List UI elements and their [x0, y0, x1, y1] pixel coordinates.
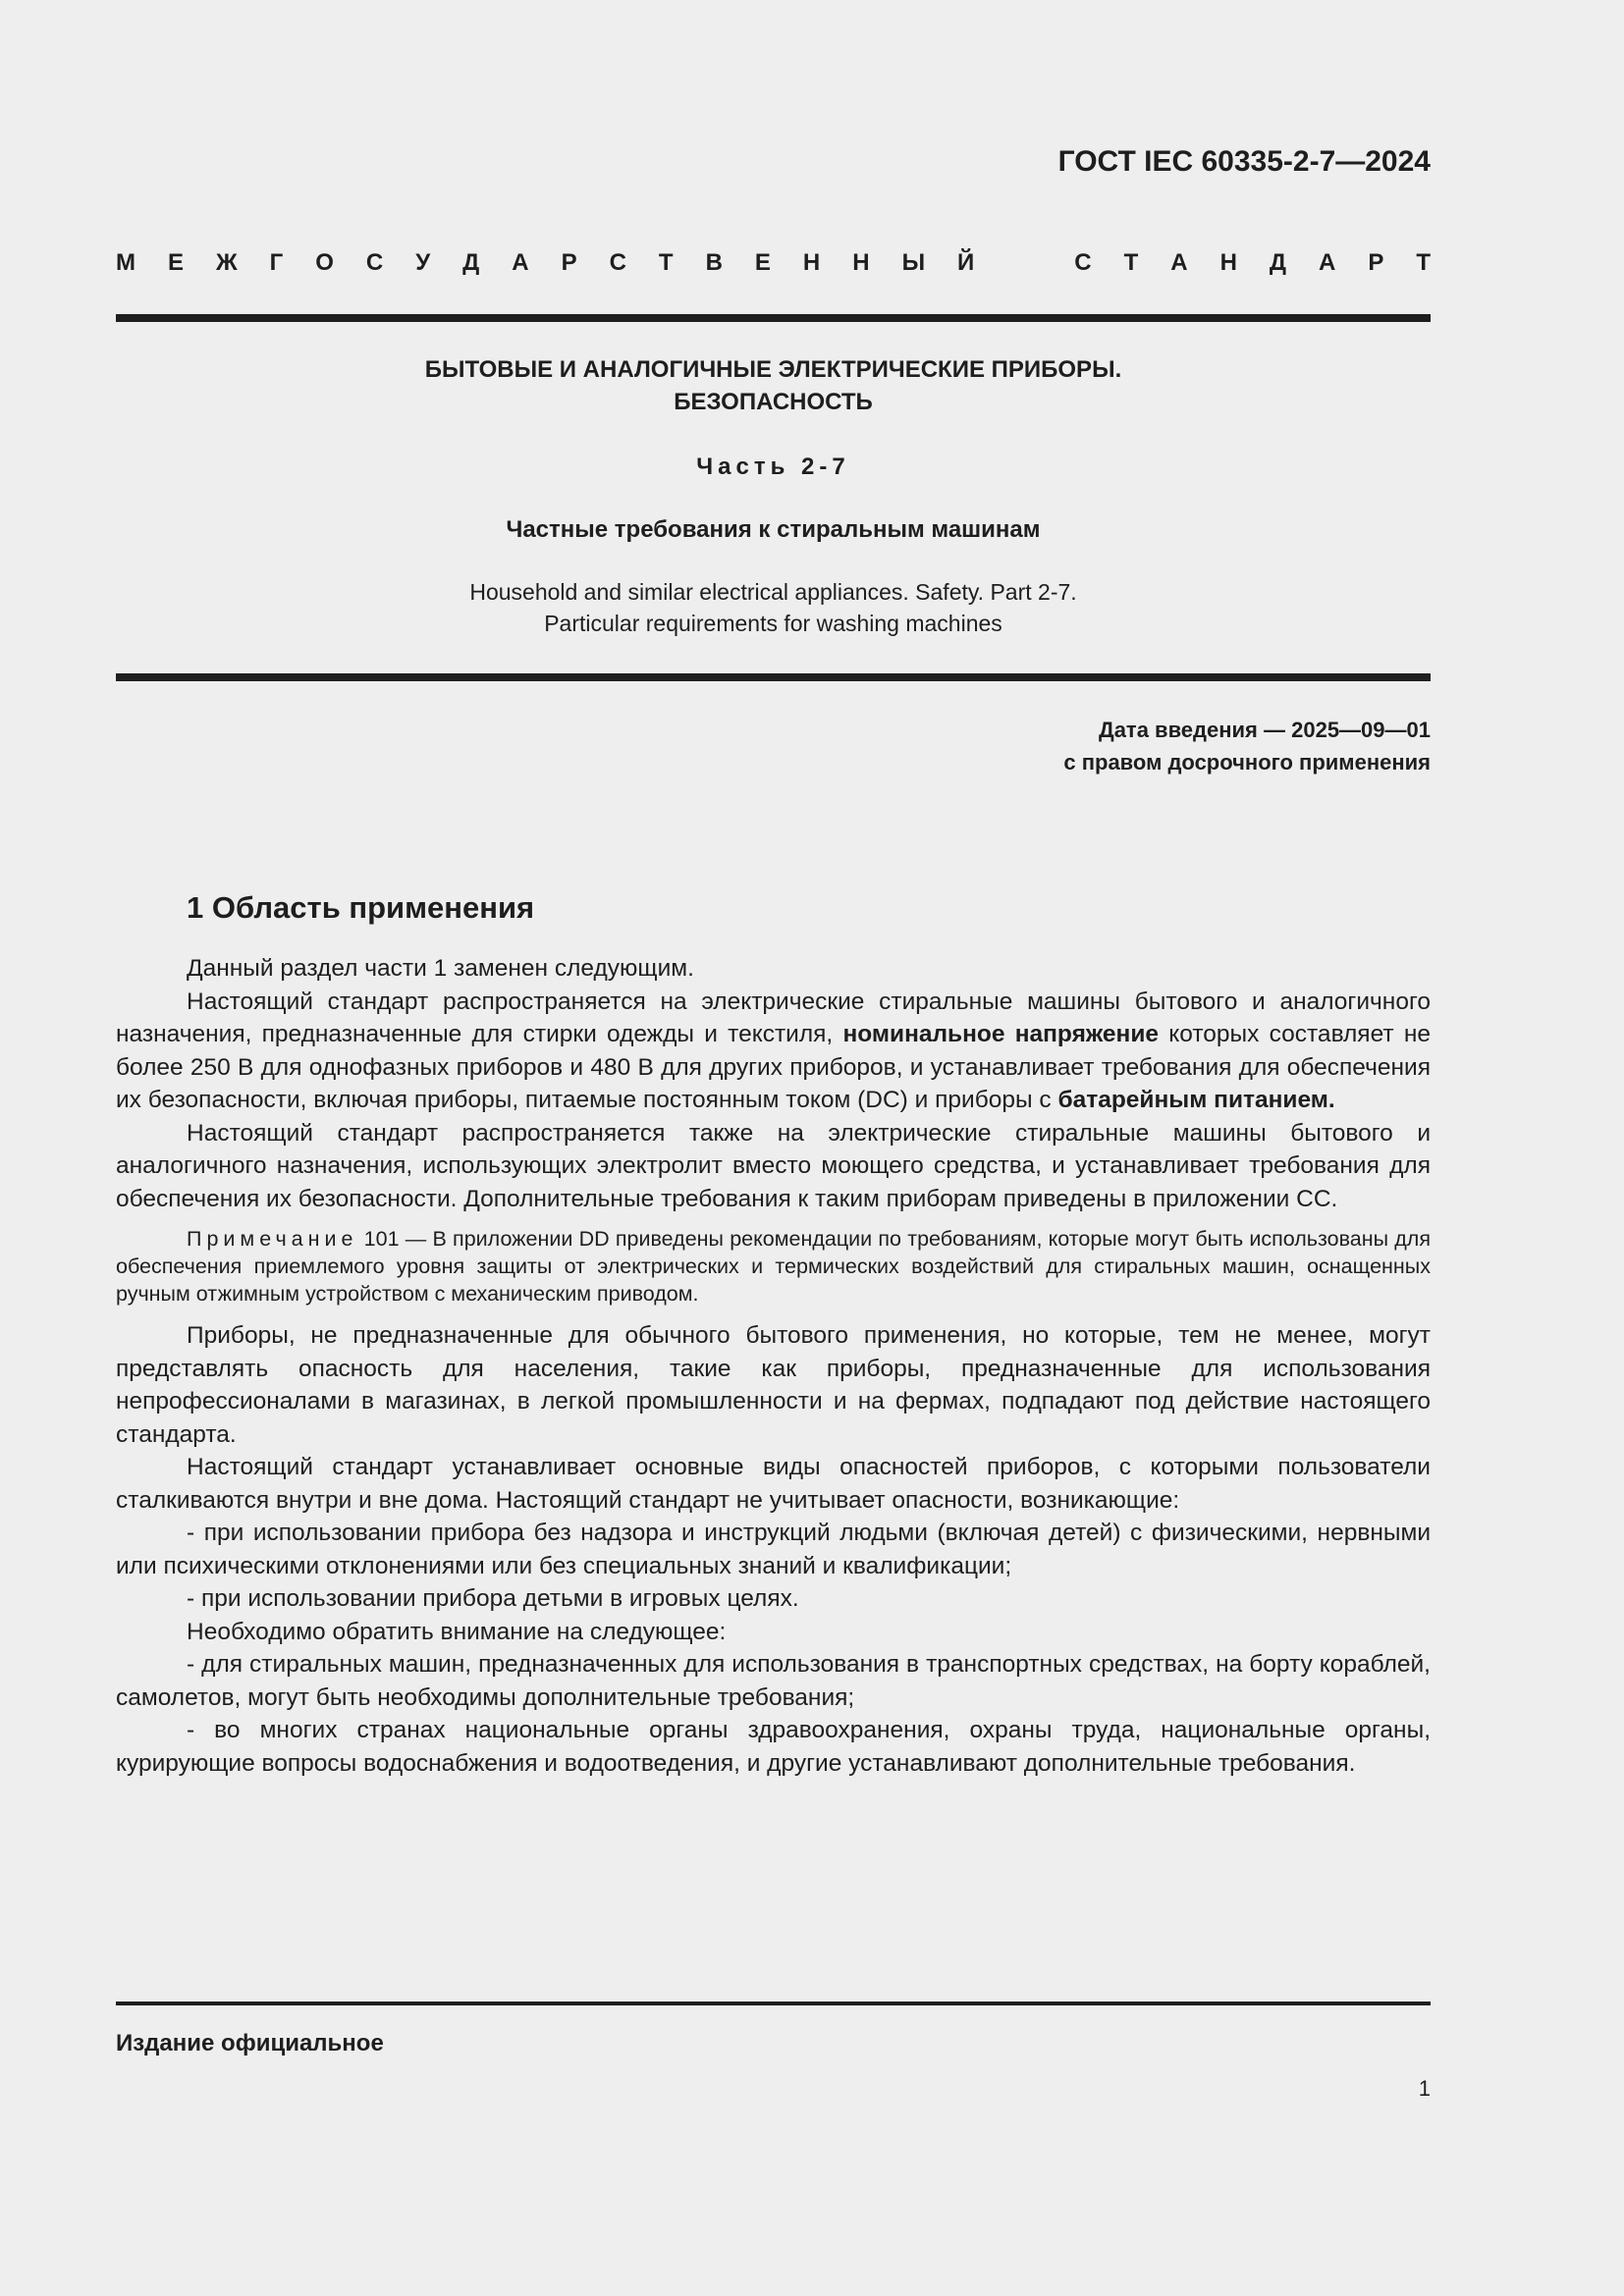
title-line-1: БЫТОВЫЕ И АНАЛОГИЧНЫЕ ЭЛЕКТРИЧЕСКИЕ ПРИБОРЫ. — [424, 356, 1122, 383]
standard-type-letter: Д — [462, 249, 480, 276]
standard-type-letter: Н — [802, 249, 821, 276]
standard-type-letter: Т — [1123, 249, 1139, 276]
standard-type-letter: С — [365, 249, 384, 276]
standard-type-letter: С — [1074, 249, 1092, 276]
standard-type-letter: С — [609, 249, 626, 276]
top-rule — [116, 314, 1431, 322]
section-heading: 1 Область применения — [187, 890, 535, 925]
standard-type-letter: Р — [1368, 249, 1384, 276]
standard-type-letter: Ы — [901, 249, 926, 276]
standard-type-letter: А — [1170, 249, 1188, 276]
standard-type-letter: Ж — [215, 249, 238, 276]
english-title-line-1: Household and similar electrical appliances. Safety. Part 2-7. — [469, 579, 1077, 605]
note-label: Примечание — [187, 1227, 358, 1251]
document-subtitle: Частные требования к стиральным машинам — [506, 516, 1041, 543]
note — [116, 1225, 1431, 1308]
note-text: 101 — В приложении DD приведены рекомендации по требованиям, которые могут быть использованы для обеспечения приемлемого уровня защиты от электрических и термических воздействий для стиральных машин, оснащенных ручным отжимным устройством с механическим приводом. — [116, 1227, 1431, 1306]
standard-type-letter: А — [512, 249, 529, 276]
title-line-2: БЕЗОПАСНОСТЬ — [674, 389, 873, 415]
english-title — [116, 576, 1431, 639]
term-rated-voltage: номинальное напряжение — [842, 1021, 1160, 1047]
page-number: 1 — [1418, 2076, 1431, 2101]
paragraph-text: Настоящий стандарт распространяется на электрические стиральные машины бытового и аналогичного назначения, предназначенные для стирки одежды и текстиля, — [116, 988, 1431, 1047]
list-item: - для стиральных машин, предназначенных для использования в транспортных средствах, на борту кораблей, самолетов, могут быть необходимы дополнительные требования; — [116, 1651, 1431, 1711]
paragraph: Данный раздел части 1 заменен следующим. — [187, 955, 694, 982]
title-bottom-rule — [116, 673, 1431, 681]
introduction-date-line-1: Дата введения — 2025—09—01 — [1099, 718, 1431, 742]
standard-number: ГОСТ IEC 60335-2-7—2024 — [1057, 145, 1431, 178]
paragraph — [116, 986, 1431, 1117]
standard-type-letter: О — [315, 249, 334, 276]
standard-type-letter: Е — [754, 249, 771, 276]
english-title-line-2: Particular requirements for washing machines — [544, 611, 1002, 636]
paragraph-text: которых составляет не более 250 В для однофазных приборов и 480 В для других приборов, и устанавливает требования для обеспечения их безопасности, включая приборы, питаемые постоянным током (DC) и приборы с — [116, 1021, 1431, 1113]
term-battery-operated: батарейным питанием. — [1057, 1087, 1335, 1113]
word-gap — [1006, 249, 1042, 277]
section-body — [116, 952, 1431, 1780]
edition-label: Издание официальное — [116, 2030, 384, 2056]
list-item: - во многих странах национальные органы здравоохранения, охраны труда, национальные органы, курирующие вопросы водоснабжения и водоотведения, и другие устанавливают дополнительные требования. — [116, 1717, 1431, 1777]
standard-type-letter: Е — [167, 249, 184, 276]
standard-type-letter: Т — [658, 249, 674, 276]
introduction-date — [1063, 714, 1431, 778]
standard-type-letter: М — [116, 249, 135, 276]
standard-type-letter: У — [415, 249, 431, 276]
standard-type-letter: Т — [1416, 249, 1431, 276]
paragraph: Настоящий стандарт устанавливает основные виды опасностей приборов, с которыми пользователи сталкиваются внутри и вне дома. Настоящий стандарт не учитывает опасности, возникающие: — [116, 1454, 1431, 1514]
document-title — [116, 353, 1431, 418]
footer-rule — [116, 2002, 1431, 2005]
introduction-date-line-2: с правом досрочного применения — [1063, 750, 1431, 774]
paragraph: Приборы, не предназначенные для обычного бытового применения, но которые, тем не менее, могут представлять опасность для населения, такие как приборы, предназначенные для использования непрофессионалами в магазинах, в легкой промышленности и на фермах, подпадают под действие настоящего стандарта. — [116, 1322, 1431, 1448]
standard-type-letter: Г — [269, 249, 284, 276]
standard-type-letter: Д — [1269, 249, 1287, 276]
paragraph: Настоящий стандарт распространяется также на электрические стиральные машины бытового и аналогичного назначения, использующих электролит вместо моющего средства, и устанавливает требования для обеспечения их безопасности. Дополнительные требования к таким приборам приведены в приложении СС. — [116, 1119, 1431, 1212]
standard-type-letter: Н — [852, 249, 870, 276]
standard-type-letter: Н — [1219, 249, 1237, 276]
standard-type-letter: Р — [561, 249, 577, 276]
list-item: - при использовании прибора без надзора и инструкций людьми (включая детей) с физическими, нервными или психическими отклонениями или без специальных знаний и квалификации; — [116, 1520, 1431, 1579]
list-item: - при использовании прибора детьми в игровых целях. — [187, 1585, 799, 1612]
paragraph: Необходимо обратить внимание на следующее: — [187, 1618, 727, 1645]
standard-type — [116, 249, 1431, 277]
standard-type-letter: Й — [957, 249, 975, 276]
standard-type-letter: В — [705, 249, 723, 276]
standard-type-letter: А — [1319, 249, 1336, 276]
part-label: Часть 2-7 — [696, 454, 850, 480]
